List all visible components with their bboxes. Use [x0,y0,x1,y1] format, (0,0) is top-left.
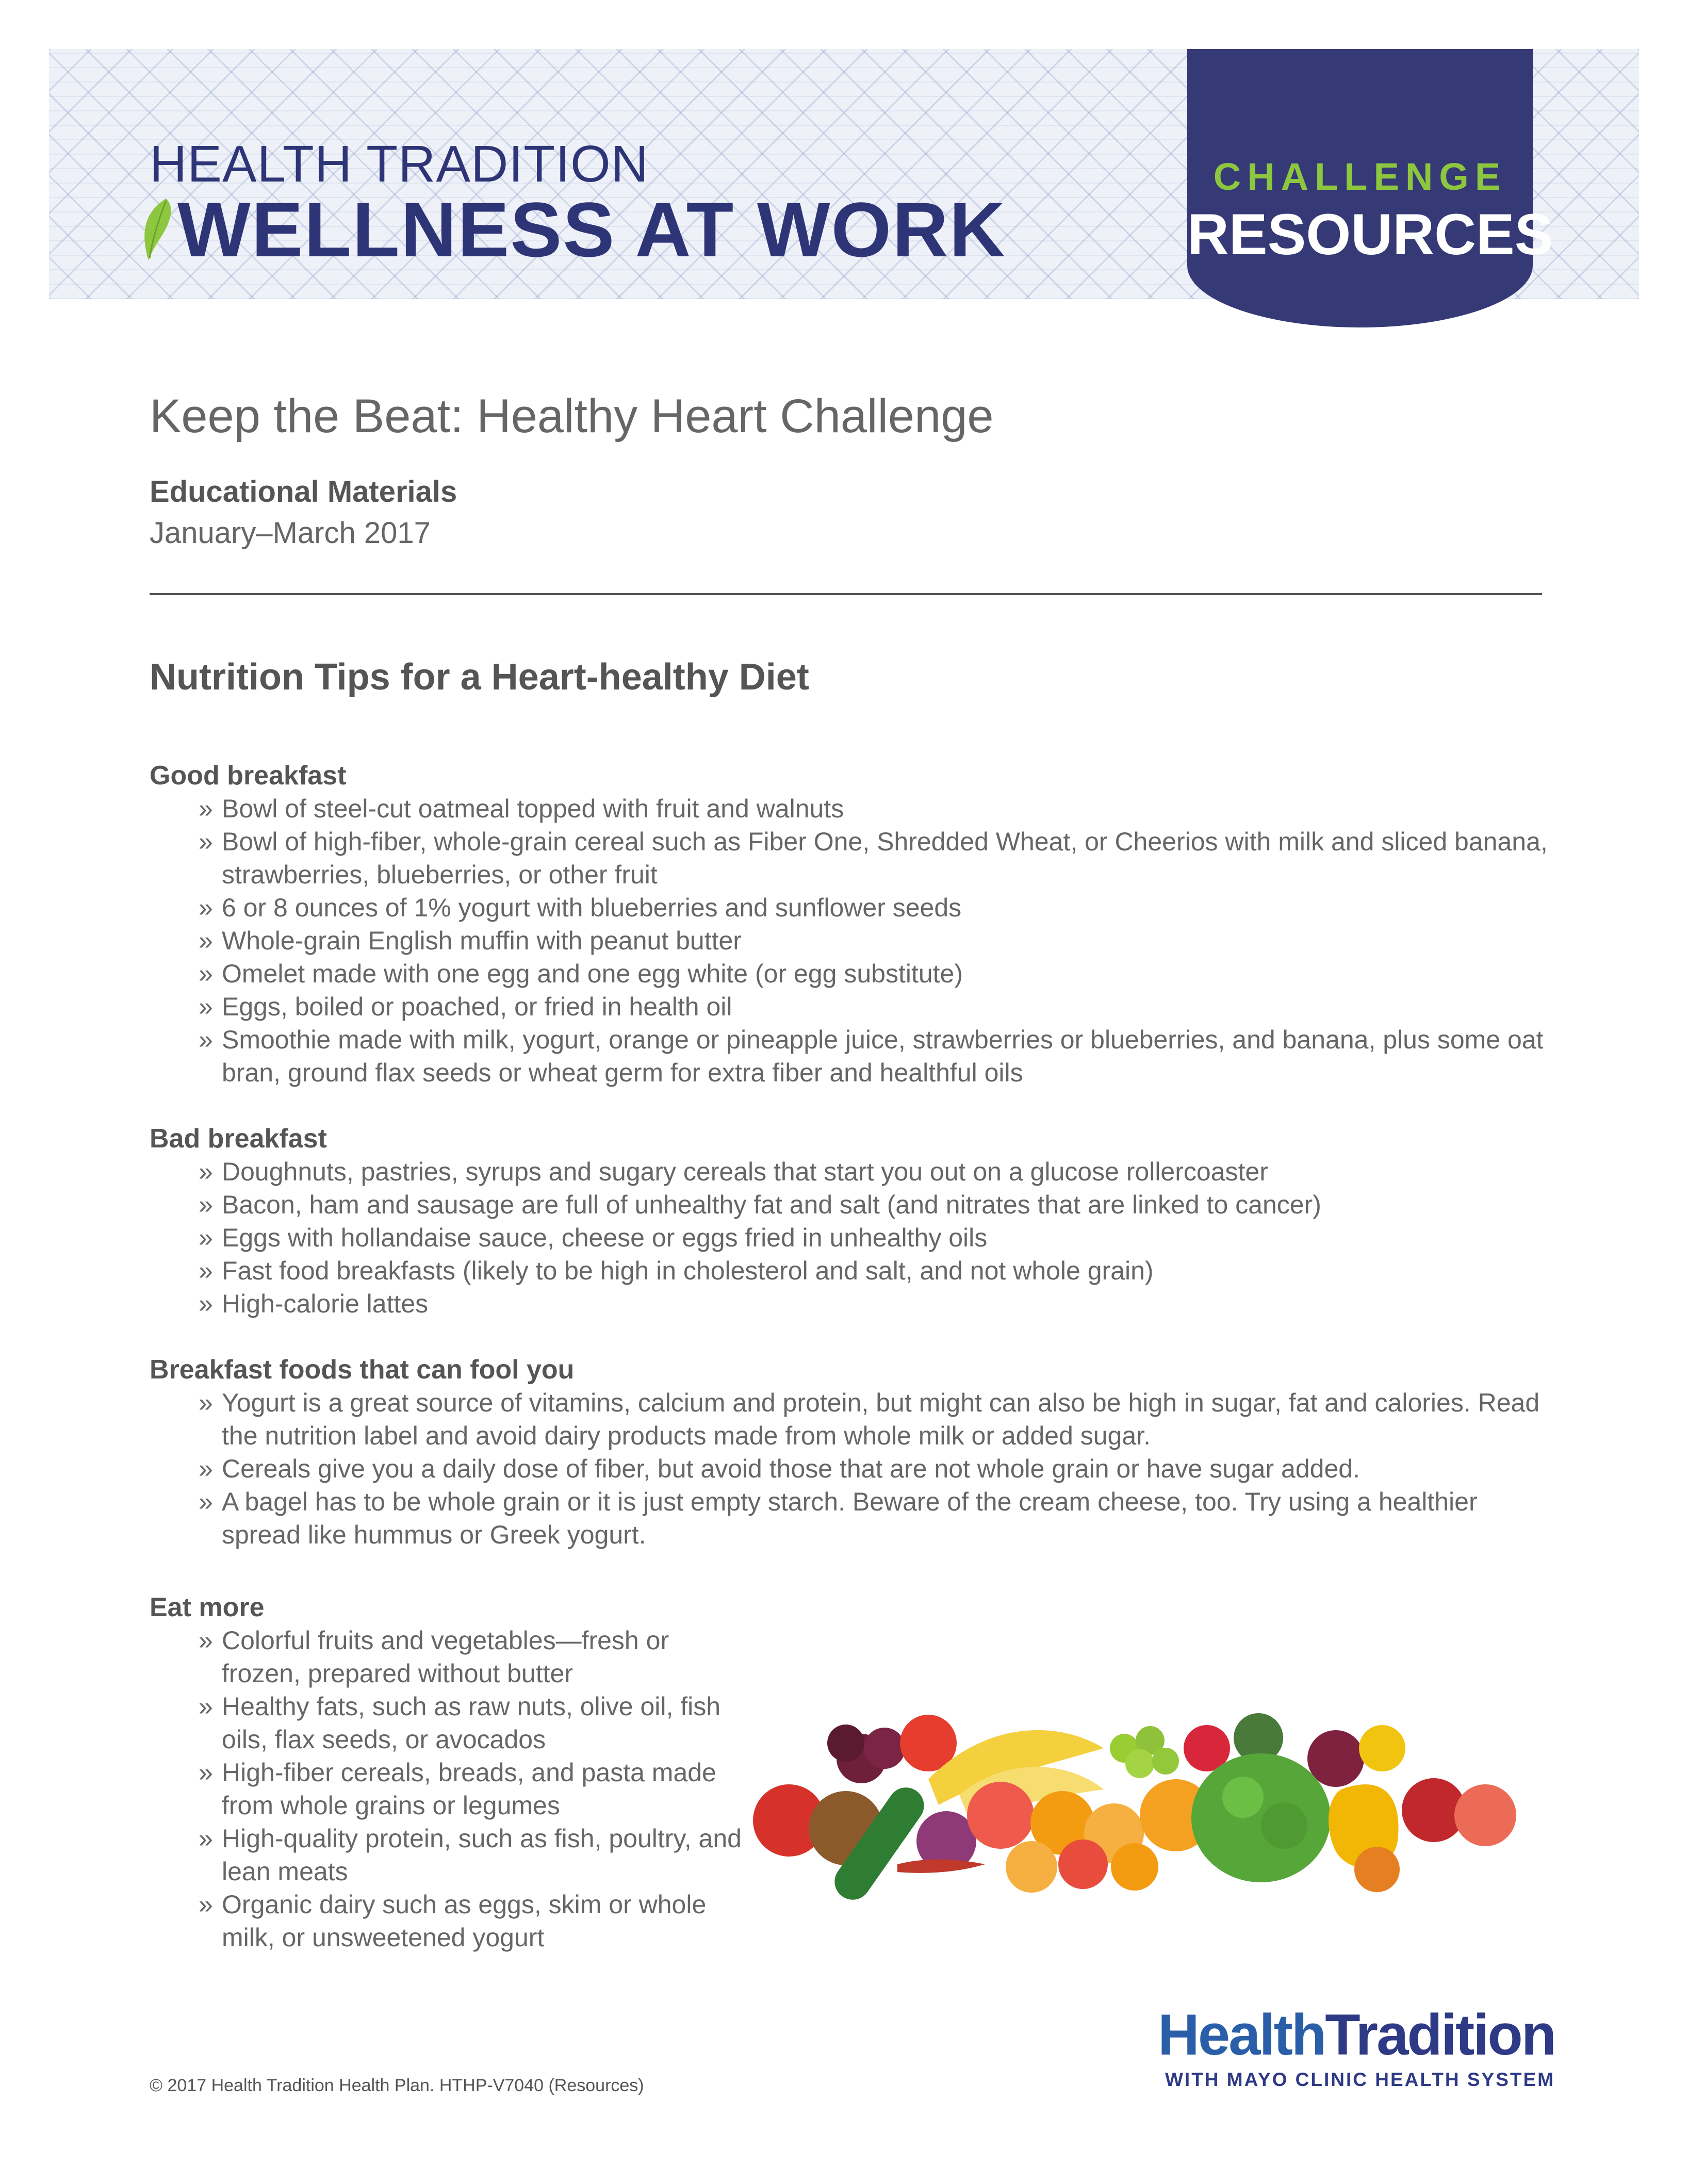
content-main [150,759,1552,1584]
list-item [150,924,1552,957]
bullet-marker: » [199,1890,213,1919]
logo-part-2: Tradition [1325,2002,1555,2067]
logo-tagline: WITH MAYO CLINIC HEALTH SYSTEM [1165,2069,1555,2090]
group-bad-breakfast [150,1122,1552,1320]
bullet-marker: » [199,926,213,955]
bullet-marker: » [199,1454,213,1483]
bullet-marker: » [199,992,213,1021]
bullet-list [150,1386,1552,1551]
doc-subtitle: Educational Materials [150,475,457,508]
list-item-text: High-fiber cereals, breads, and pasta made from whole grains or legumes [222,1758,716,1820]
list-item [150,1287,1552,1320]
brand-subtitle: HEALTH TRADITION [150,135,649,193]
doc-date: January–March 2017 [150,516,431,550]
list-item [150,990,1552,1023]
list-item-text: Smoothie made with milk, yogurt, orange or pineapple juice, strawberries or blueberries, and banana, plus some oat bran, ground flax seeds or wheat germ for extra fiber and healthful oils [222,1025,1544,1087]
bullet-marker: » [199,1758,213,1787]
brand-title [139,186,1006,273]
group-heading: Breakfast foods that can fool you [150,1355,575,1385]
bullet-list [150,792,1552,1089]
group-good-breakfast [150,759,1552,1089]
list-item [150,1386,1552,1452]
list-item-text: Bowl of high-fiber, whole-grain cereal such as Fiber One, Shredded Wheat, or Cheerios with milk and sliced banana, strawberries, blueberries, or other fruit [222,827,1548,889]
list-item [150,1452,1552,1485]
bullet-marker: » [199,1223,213,1252]
list-item-text: Bacon, ham and sausage are full of unhealthy fat and salt (and nitrates that are linked to cancer) [222,1190,1321,1219]
challenge-resources-badge [1187,49,1553,327]
bullet-marker: » [199,959,213,988]
bullet-marker: » [199,794,213,823]
list-item [150,1023,1552,1089]
list-item-text: Bowl of steel-cut oatmeal topped with fruit and walnuts [222,794,844,823]
bullet-marker: » [199,1256,213,1285]
health-tradition-logo [1158,2002,1555,2091]
bullet-list [150,1155,1552,1320]
group-foods-that-fool-you [150,1353,1552,1551]
logo-name [1158,2002,1555,2067]
page-title: Keep the Beat: Healthy Heart Challenge [150,390,994,442]
list-item-text: Fast food breakfasts (likely to be high in cholesterol and salt, and not whole grain) [222,1256,1154,1285]
list-item-text: Organic dairy such as eggs, skim or whole milk, or unsweetened yogurt [222,1890,707,1952]
badge-top-label: CHALLENGE [1213,155,1507,198]
list-item [150,1221,1552,1254]
list-item-text: Whole-grain English muffin with peanut butter [222,926,742,955]
list-item [150,1624,743,1690]
list-item-text: Healthy fats, such as raw nuts, olive oil, fish oils, flax seeds, or avocados [222,1692,721,1754]
list-item [150,825,1552,891]
list-item [150,891,1552,924]
list-item [150,1690,743,1756]
bullet-marker: » [199,1289,213,1318]
bullet-marker: » [199,1388,213,1417]
group-heading: Bad breakfast [150,1124,327,1154]
group-heading: Good breakfast [150,761,347,791]
list-item [150,1254,1552,1287]
list-item-text: A bagel has to be whole grain or it is just empty starch. Beware of the cream cheese, too. Try using a healthier spread like hummus or Greek yogurt. [222,1487,1478,1549]
brand-main-text: WELLNESS AT WORK [177,186,1006,273]
bullet-marker: » [199,1190,213,1219]
list-item [150,1155,1552,1188]
list-item-text: Eggs, boiled or poached, or fried in health oil [222,992,732,1021]
bullet-marker: » [199,1025,213,1054]
list-item-text: Doughnuts, pastries, syrups and sugary cereals that start you out on a glucose rollercoaster [222,1157,1268,1186]
fruits-vegetables-image [743,1686,1563,1903]
bullet-marker: » [199,1487,213,1516]
bullet-marker: » [199,1824,213,1853]
list-item-text: Omelet made with one egg and one egg white (or egg substitute) [222,959,963,988]
list-item [150,1188,1552,1221]
section-title: Nutrition Tips for a Heart-healthy Diet [150,656,809,698]
list-item-text: Yogurt is a great source of vitamins, calcium and protein, but might can also be high in sugar, fat and calories. Read the nutrition label and avoid dairy products made from whole milk or added sugar. [222,1388,1540,1450]
badge-bottom-label: RESOURCES [1187,202,1553,267]
list-item [150,1888,743,1954]
group-eat-more [150,1591,743,1954]
list-item-text: Colorful fruits and vegetables—fresh or frozen, prepared without butter [222,1626,669,1688]
list-item [150,1756,743,1822]
list-item-text: Eggs with hollandaise sauce, cheese or eggs fried in unhealthy oils [222,1223,988,1252]
bullet-marker: » [199,1692,213,1721]
bullet-marker: » [199,827,213,856]
bullet-list [150,1624,743,1954]
bullet-marker: » [199,893,213,922]
list-item [150,792,1552,825]
list-item-text: 6 or 8 ounces of 1% yogurt with blueberries and sunflower seeds [222,893,962,922]
list-item-text: High-quality protein, such as fish, poultry, and lean meats [222,1824,742,1886]
logo-part-1: Health [1158,2002,1325,2067]
list-item-text: Cereals give you a daily dose of fiber, but avoid those that are not whole grain or have sugar added. [222,1454,1360,1483]
content-eat-more [150,1591,743,1987]
copyright-text: © 2017 Health Tradition Health Plan. HTHP-V7040 (Resources) [150,2076,644,2095]
bullet-marker: » [199,1157,213,1186]
leaf-icon [139,196,172,262]
list-item [150,1822,743,1888]
bullet-marker: » [199,1626,213,1655]
group-heading: Eat more [150,1592,265,1622]
list-item [150,1485,1552,1551]
list-item [150,957,1552,990]
divider [150,593,1542,595]
list-item-text: High-calorie lattes [222,1289,429,1318]
